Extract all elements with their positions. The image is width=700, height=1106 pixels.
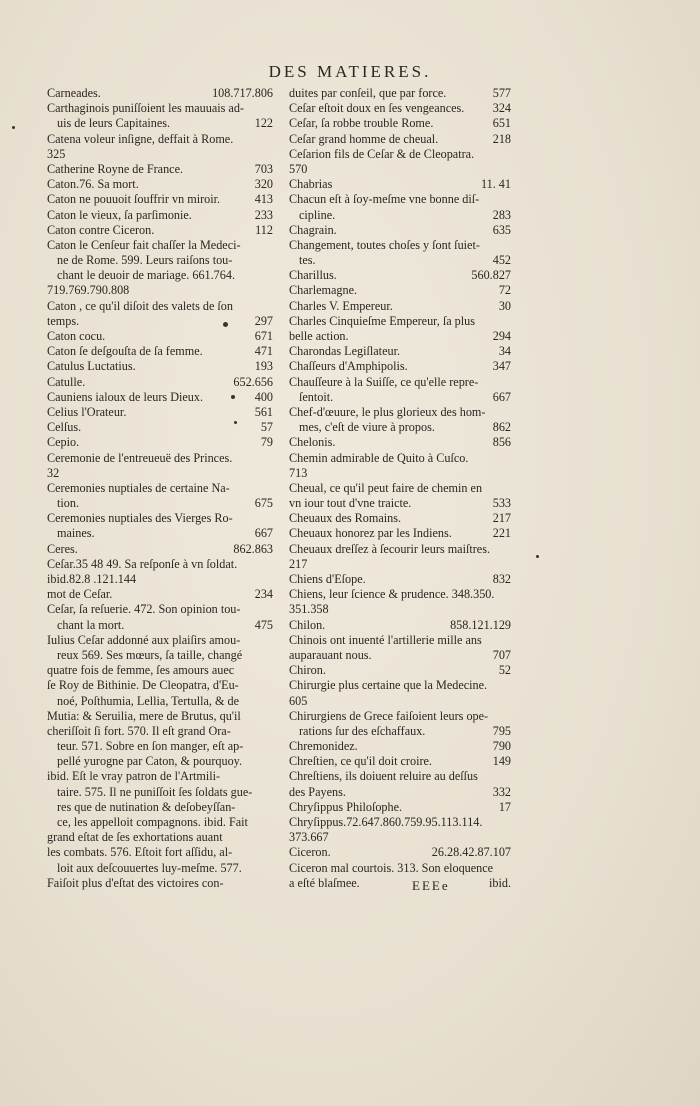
entry-text: grand eſtat de ſes exhortations auant xyxy=(47,830,223,845)
entry-text: Cheuaux dreſſez à ſecourir leurs maiſtres. xyxy=(289,541,491,556)
index-line xyxy=(289,314,511,329)
entry-text: mes, c'eſt de viure à propos. xyxy=(299,420,435,435)
index-line xyxy=(47,587,273,602)
index-column-left xyxy=(47,86,273,891)
entry-text: Catherine Royne de France. xyxy=(47,161,184,176)
entry-text: Caton le Cenſeur fait chaſſer la Medeci- xyxy=(47,237,241,252)
entry-text: 373.667 xyxy=(289,830,329,845)
entry-text: teur. 571. Sobre en ſon manger, eſt ap- xyxy=(57,739,244,754)
page-reference: 707 xyxy=(492,647,511,662)
entry-text: Caton , ce qu'il diſoit des valets de ſon xyxy=(47,298,233,313)
page-reference: 533 xyxy=(492,496,511,511)
entry-text: Cauniens ialoux de leurs Dieux. xyxy=(47,389,204,404)
entry-text: Iulius Ceſar addonné aux plaiſirs amou- xyxy=(47,632,241,647)
entry-text: ibid. Eſt le vray patron de l'Artmili- xyxy=(47,769,221,784)
page-reference: 26.28.42.87.107 xyxy=(431,845,511,860)
page-reference: 471 xyxy=(254,344,273,359)
index-line xyxy=(289,769,511,784)
entry-text: Cheual, ce qu'il peut faire de chemin en xyxy=(289,480,483,495)
index-line xyxy=(47,132,273,147)
index-line xyxy=(289,618,511,633)
entry-text: Ceſar grand homme de cheual. xyxy=(289,131,439,146)
entry-text: Caton le vieux, ſa parſimonie. xyxy=(47,207,192,222)
entry-text: chant le deuoir de mariage. 661.764. xyxy=(57,268,236,283)
index-line xyxy=(289,542,511,557)
entry-text: Charles V. Empereur. xyxy=(289,298,393,313)
index-line xyxy=(47,147,273,162)
entry-text: taire. 575. Il ne puniſſoit ſes ſoldats gue- xyxy=(57,784,253,799)
index-line xyxy=(289,253,511,268)
page-reference: 297 xyxy=(254,313,273,328)
page-reference: 795 xyxy=(492,723,511,738)
entry-text: duites par conſeil, que par force. xyxy=(289,86,447,100)
page-reference: 11. 41 xyxy=(480,177,511,192)
index-line xyxy=(47,845,273,860)
entry-text: Caton.76. Sa mort. xyxy=(47,177,139,192)
index-line xyxy=(289,101,511,116)
entry-text: 719.769.790.808 xyxy=(47,283,130,298)
page-header: DES MATIERES. xyxy=(268,62,432,81)
entry-text: Caton contre Ciceron. xyxy=(47,222,155,237)
index-line xyxy=(47,420,273,435)
index-line xyxy=(289,359,511,374)
page-reference: 400 xyxy=(254,389,273,404)
entry-text: Chelonis. xyxy=(289,435,336,450)
entry-text: Catena voleur inſigne, deffait à Rome. xyxy=(47,131,234,146)
index-line xyxy=(47,785,273,800)
index-line xyxy=(47,283,273,298)
index-line xyxy=(47,663,273,678)
entry-text: belle action. xyxy=(289,329,349,343)
entry-text: Cepio. xyxy=(47,435,80,450)
index-line xyxy=(47,405,273,420)
index-line xyxy=(47,694,273,709)
index-line xyxy=(47,830,273,845)
index-line xyxy=(47,344,273,359)
index-line xyxy=(47,329,273,344)
index-line xyxy=(289,754,511,769)
index-line xyxy=(289,86,511,101)
entry-text: 713 xyxy=(289,465,308,480)
index-line xyxy=(289,390,511,405)
entry-text: Chreſtien, ce qu'il doit croire. xyxy=(289,754,432,769)
entry-text: quatre fois de femme, ſes amours auec xyxy=(47,663,235,678)
entry-text: Chiens d'Eſope. xyxy=(289,572,366,586)
entry-text: Ciceron. xyxy=(289,845,331,860)
index-line xyxy=(289,405,511,420)
entry-text: Chauſſeure à la Suiſſe, ce qu'elle repre- xyxy=(289,374,479,389)
index-line xyxy=(289,602,511,617)
index-line xyxy=(47,800,273,815)
index-line xyxy=(289,861,511,876)
index-line xyxy=(289,192,511,207)
index-line xyxy=(47,101,273,116)
index-line xyxy=(47,739,273,754)
index-line xyxy=(289,329,511,344)
entry-text: Ceſar.35 48 49. Sa reſponſe à vn ſoldat. xyxy=(47,556,238,571)
index-line xyxy=(47,223,273,238)
index-line xyxy=(47,299,273,314)
entry-text: Chemin admirable de Quito à Cuſco. xyxy=(289,450,469,465)
entry-text: Faiſoit plus d'eſtat des victoires con- xyxy=(47,875,224,890)
page-reference: 667 xyxy=(492,389,511,404)
entry-text: Charondas Legiſlateur. xyxy=(289,344,401,359)
entry-text: Chaſſeurs d'Amphipolis. xyxy=(289,359,408,374)
entry-text: auparauant nous. xyxy=(289,647,372,662)
entry-text: 32 xyxy=(47,465,60,480)
entry-text: Celſus. xyxy=(47,420,82,435)
index-line xyxy=(47,724,273,739)
page-reference: 675 xyxy=(254,496,273,511)
index-line xyxy=(289,435,511,450)
entry-text: Mutia: & Seruilia, mere de Brutus, qu'il xyxy=(47,708,241,723)
entry-text: Ceres. xyxy=(47,541,78,556)
entry-text: Ciceron mal courtois. 313. Son eloquence xyxy=(289,860,494,875)
index-line xyxy=(47,375,273,390)
page-reference: 832 xyxy=(492,572,511,586)
page-reference: 651 xyxy=(492,116,511,131)
entry-text: cheriſſoit ſi fort. 570. Il eſt grand Ora- xyxy=(47,723,231,738)
entry-text: Chirurgiens de Grece faiſoient leurs ope- xyxy=(289,708,489,723)
page-reference: 72 xyxy=(498,283,511,298)
page-reference: 149 xyxy=(492,754,511,769)
entry-text: Charlemagne. xyxy=(289,283,358,298)
entry-text: Changement, toutes choſes y ſont ſuiet- xyxy=(289,237,480,252)
index-line xyxy=(47,162,273,177)
index-line xyxy=(47,557,273,572)
page-reference: 17 xyxy=(498,799,511,814)
entry-text: ſe Roy de Bithinie. De Cleopatra, d'Eu- xyxy=(47,678,239,693)
page-reference: 790 xyxy=(492,739,511,754)
page-reference: 34 xyxy=(498,344,511,359)
entry-text: Cheuaux des Romains. xyxy=(289,511,402,526)
index-line xyxy=(289,830,511,845)
entry-text: ſentoit. xyxy=(299,389,334,404)
index-line xyxy=(289,162,511,177)
index-line xyxy=(289,420,511,435)
entry-text: Charillus. xyxy=(289,268,337,283)
ink-spot xyxy=(12,126,15,129)
page-reference: 635 xyxy=(492,222,511,237)
index-line xyxy=(289,557,511,572)
entry-text: a eſté blaſmee. xyxy=(289,875,360,890)
index-line xyxy=(289,177,511,192)
index-line xyxy=(47,451,273,466)
index-line xyxy=(289,116,511,131)
index-line xyxy=(289,633,511,648)
entry-text: Caton cocu. xyxy=(47,329,106,343)
index-line xyxy=(289,451,511,466)
entry-text: Chiens, leur ſcience & prudence. 348.350. xyxy=(289,587,495,602)
entry-text: Caton ſe deſgouſta de ſa femme. xyxy=(47,344,203,359)
entry-text: 570 xyxy=(289,161,308,176)
entry-text: Chagrain. xyxy=(289,222,337,237)
index-line xyxy=(47,618,273,633)
page-reference: 193 xyxy=(254,359,273,374)
page-reference: 294 xyxy=(492,329,511,343)
page-reference: 112 xyxy=(255,222,273,237)
index-line xyxy=(47,815,273,830)
index-line xyxy=(47,542,273,557)
page-reference: 221 xyxy=(492,526,511,541)
index-line xyxy=(47,177,273,192)
index-line xyxy=(47,861,273,876)
entry-text: Chacun eſt à ſoy-meſme vne bonne diſ- xyxy=(289,192,480,207)
entry-text: mot de Ceſar. xyxy=(47,587,113,602)
index-line xyxy=(289,238,511,253)
entry-text: Chryſippus Philoſophe. xyxy=(289,799,403,814)
entry-text: rations ſur des eſchaffaux. xyxy=(299,723,426,738)
entry-text: ne de Rome. 599. Leurs raiſons tou- xyxy=(57,253,233,268)
index-line xyxy=(289,845,511,860)
index-line xyxy=(289,208,511,223)
index-line xyxy=(289,511,511,526)
index-line xyxy=(289,694,511,709)
page-reference: 703 xyxy=(254,161,273,176)
entry-text: temps. xyxy=(47,313,80,328)
index-line xyxy=(47,466,273,481)
page-reference: 667 xyxy=(254,526,273,541)
page-reference: 577 xyxy=(492,86,511,100)
page-reference: 324 xyxy=(492,101,511,116)
entry-text: 351.358 xyxy=(289,602,329,617)
entry-text: cipline. xyxy=(299,207,336,222)
entry-text: Chinois ont inuenté l'artillerie mille ans xyxy=(289,632,482,647)
index-line xyxy=(47,268,273,283)
entry-text: Ceſar, ſa reſuerie. 472. Son opinion tou- xyxy=(47,602,241,617)
index-line xyxy=(289,132,511,147)
index-line xyxy=(289,268,511,283)
index-line xyxy=(47,481,273,496)
index-line xyxy=(47,208,273,223)
entry-text: 605 xyxy=(289,693,308,708)
entry-text: Chabrias xyxy=(289,177,333,192)
entry-text: Ceremonie de l'entreueuë des Princes. xyxy=(47,450,233,465)
page-reference: 561 xyxy=(254,404,273,419)
entry-text: Chirurgie plus certaine que la Medecine. xyxy=(289,678,488,693)
entry-text: tes. xyxy=(299,253,316,268)
entry-text: ibid.82.8 .121.144 xyxy=(47,572,137,586)
index-line xyxy=(289,876,511,891)
page-reference: 233 xyxy=(254,207,273,222)
index-line xyxy=(47,192,273,207)
index-line xyxy=(289,572,511,587)
entry-text: les combats. 576. Eſtoit fort aſſidu, al- xyxy=(47,845,233,860)
index-line xyxy=(289,587,511,602)
index-line xyxy=(47,572,273,587)
page-reference: 652.656 xyxy=(233,374,273,389)
index-line xyxy=(47,678,273,693)
entry-text: res que de nutination & deſobeyſſan- xyxy=(57,799,236,814)
index-line xyxy=(289,466,511,481)
entry-text: ce, les appelloit compagnons. ibid. Fait xyxy=(57,815,248,829)
index-line xyxy=(289,678,511,693)
entry-text: Ceſar, ſa robbe trouble Rome. xyxy=(289,116,434,131)
entry-text: Celius l'Orateur. xyxy=(47,404,127,419)
entry-text: Chreſtiens, ils doiuent reluire au deſſus xyxy=(289,769,478,784)
index-line xyxy=(289,223,511,238)
entry-text: Catulle. xyxy=(47,374,86,389)
page-reference: 560.827 xyxy=(471,268,511,283)
page-reference: 475 xyxy=(254,617,273,632)
index-line xyxy=(47,754,273,769)
ink-spot xyxy=(234,421,237,424)
index-line xyxy=(47,526,273,541)
entry-text: chant la mort. xyxy=(57,617,125,632)
ink-spot xyxy=(231,395,235,399)
index-line xyxy=(289,283,511,298)
index-line xyxy=(289,526,511,541)
entry-text: Chef-d'œuure, le plus glorieux des hom- xyxy=(289,404,486,419)
index-line xyxy=(289,496,511,511)
index-line xyxy=(289,147,511,162)
index-line xyxy=(47,769,273,784)
index-line xyxy=(47,511,273,526)
entry-text: Ceremonies nuptiales de certaine Na- xyxy=(47,480,230,495)
entry-text: pellé yurogne par Caton, & pourquoy. xyxy=(57,754,243,769)
index-line xyxy=(47,116,273,131)
index-line xyxy=(47,238,273,253)
entry-text: Catulus Luctatius. xyxy=(47,359,136,374)
ink-spot xyxy=(223,322,228,327)
entry-text: Ceſarion fils de Ceſar & de Cleopatra. xyxy=(289,146,475,161)
index-line xyxy=(47,359,273,374)
page-reference: 320 xyxy=(254,177,273,192)
entry-text: maines. xyxy=(57,526,95,541)
index-line xyxy=(289,785,511,800)
index-line xyxy=(289,724,511,739)
entry-text: reux 569. Ses mœurs, ſa taille, changé xyxy=(57,647,243,662)
index-line xyxy=(289,663,511,678)
entry-text: vn iour tout d'vne traicte. xyxy=(289,496,412,511)
entry-text: Chremonidez. xyxy=(289,739,358,754)
entry-text: Ceſar eſtoit doux en ſes vengeances. xyxy=(289,101,465,116)
index-line xyxy=(289,648,511,663)
index-line xyxy=(47,633,273,648)
page-reference: 234 xyxy=(254,587,273,602)
index-line xyxy=(47,496,273,511)
entry-text: loit aux deſcouuertes luy-meſme. 577. xyxy=(57,860,242,875)
index-line xyxy=(289,481,511,496)
index-line xyxy=(47,86,273,101)
page-reference: 858.121.129 xyxy=(450,617,511,632)
entry-text: Carneades. xyxy=(47,86,101,100)
index-line xyxy=(47,602,273,617)
ink-spot xyxy=(536,555,539,558)
index-line xyxy=(47,876,273,891)
page-reference: 283 xyxy=(492,207,511,222)
entry-text: 325 xyxy=(47,146,66,161)
page-reference: 452 xyxy=(492,253,511,268)
page-reference: 413 xyxy=(254,192,273,207)
page-reference: 79 xyxy=(260,435,273,450)
page-reference: 218 xyxy=(492,131,511,146)
entry-text: Cheuaux honorez par les Indiens. xyxy=(289,526,452,541)
entry-text: noé, Poſthumia, Lellia, Tertulla, & de xyxy=(57,693,240,708)
page-reference: ibid. xyxy=(488,875,511,890)
page-reference: 30 xyxy=(498,298,511,313)
entry-text: Ceremonies nuptiales des Vierges Ro- xyxy=(47,511,233,526)
index-line xyxy=(289,800,511,815)
index-line xyxy=(289,739,511,754)
index-line xyxy=(47,709,273,724)
index-line xyxy=(289,344,511,359)
entry-text: Chilon. xyxy=(289,617,326,632)
entry-text: 217 xyxy=(289,556,308,571)
page-reference: 122 xyxy=(254,116,273,131)
page-reference: 217 xyxy=(492,511,511,526)
index-line xyxy=(47,253,273,268)
index-line xyxy=(289,815,511,830)
index-line xyxy=(47,435,273,450)
page-reference: 57 xyxy=(260,420,273,435)
page-reference: 332 xyxy=(492,784,511,799)
entry-text: Chiron. xyxy=(289,663,326,678)
page-reference: 347 xyxy=(492,359,511,374)
entry-text: des Payens. xyxy=(289,784,346,799)
entry-text: Chryſippus.72.647.860.759.95.113.114. xyxy=(289,815,483,829)
page-reference: 671 xyxy=(254,329,273,343)
entry-text: Carthaginois puniſſoient les mauuais ad- xyxy=(47,101,244,116)
index-line xyxy=(47,648,273,663)
index-line xyxy=(289,375,511,390)
entry-text: Caton ne pouuoit ſouffrir vn miroir. xyxy=(47,192,221,207)
index-line xyxy=(289,299,511,314)
signature-mark: EEEe xyxy=(412,878,450,893)
page-reference: 862 xyxy=(492,420,511,435)
page-reference: 856 xyxy=(492,435,511,450)
page-reference: 52 xyxy=(498,663,511,678)
index-line xyxy=(289,709,511,724)
index-line xyxy=(47,390,273,405)
entry-text: Charles Cinquieſme Empereur, ſa plus xyxy=(289,313,476,328)
page-reference: 108.717.806 xyxy=(212,86,273,100)
entry-text: tion. xyxy=(57,496,80,511)
index-line xyxy=(47,314,273,329)
index-column-right xyxy=(289,86,511,891)
page-reference: 862.863 xyxy=(233,541,273,556)
entry-text: uis de leurs Capitaines. xyxy=(57,116,171,131)
